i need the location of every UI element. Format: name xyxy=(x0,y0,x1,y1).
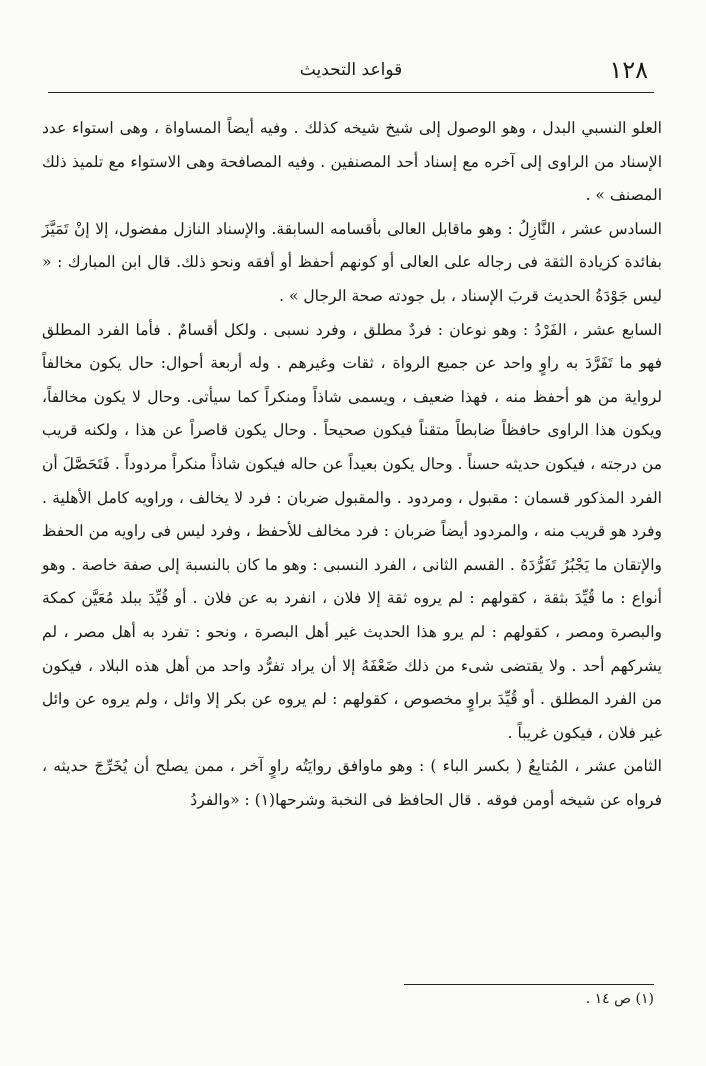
header-rule xyxy=(48,92,654,93)
footnote: (١) ص ١٤ . xyxy=(585,991,654,1007)
paragraph: السادس عشر ، النَّازِلُ : وهو ماقابل العالى بأقسامه السابقة. والإسناد النازل مفضول، إلا إنْ تَمَيَّزَ بفائدة كزيادة الثقة فى رجاله على العالى أو كونهم أحفظ أو أفقه ونحو ذلك. قال ابن المبارك : « ليس جَوْدَةُ الحديث قربَ الإسناد ، بل جودته صحة الرجال » . xyxy=(42,219,662,305)
paragraph: السابع عشر ، الفَرْدُ : وهو نوعان : فردٌ مطلق ، وفرد نسبى . ولكل أقسامٌ . فأما الفرد المطلق فهو ما تَفَرَّدَ به راوٍ واحد عن جميع الرواة ، ثقات وغيرهم . وله أربعة أحوال: حال يكون مخالفاً لرواية من هو أحفظ منه ، فهذا ضعيف ، ويسمى شاذاً ومنكراً كما سيأتى. وحال لا يكون مخالفاً، ويكون هذا الراوى حافظاً ضابطاً متقناً فيكون صحيحاً . وحال يكون قاصراً عن هذا ، ولكنه قريب من درجته ، فيكون حديثه حسناً . وحال يكون بعيداً عن حاله فيكون شاذاً منكراً مردوداً . فَتَحَصَّلَ أن الفرد المذكور قسمان : مقبول ، ومردود . والمقبول ضربان : فرد لا يخالف ، وراويه كامل الأهلية . وفرد هو قريب منه ، والمردود أيضاً ضربان : فرد مخالف للأحفظ ، وفرد ليس فى راويه من الحفظ والإتقان ما يَجْبُرُ تَفَرُّدَهُ . القسم الثانى ، الفرد النسبى : وهو ما كان بالنسبة إلى صفة خاصة . وهو أنواع : ما قُيِّدَ بثقة ، كقولهم : لم يروه ثقة إلا فلان ، انفرد به عن فلان . أو قُيِّدَ ببلد مُعَيَّن كمكة والبصرة ومصر ، كقولهم : لم يرو هذا الحديث غير أهل البصرة ، ونحو : تفرد به أهل مصر ، لم يشركهم أحد . ولا يقتضى شىء من ذلك ضَعْفَهُ إلا أن يراد تفرُّد واحد من أهل هذه البلاد ، فيكون من الفرد المطلق . أو قُيِّدَ براوٍ مخصوص ، كقولهم : لم يروه عن بكر إلا وائل ، ولم يروه عن وائل غير فلان ، فيكون غريباً . xyxy=(42,320,662,742)
running-title: قواعد التحديث xyxy=(299,60,403,80)
page-header xyxy=(48,52,654,88)
page-number: ١٢٨ xyxy=(609,56,648,84)
paragraph: الثامن عشر ، المُتابِعُ ( بكسر الباء ) : وهو ماوافق روايَتُه راوٍ آخر ، ممن يصلح أن يُخَرِّجَ حديثه ، فرواه عن شيخه أومن فوقه . قال الحافظ فى النخبة وشرحها(١) : «والفردُ xyxy=(42,757,662,809)
footnote-rule xyxy=(404,984,654,985)
paragraph: العلو النسبي البدل ، وهو الوصول إلى شيخ شيخه كذلك . وفيه أيضاً المساواة ، وهى استواء عدد الإسناد من الراوى إلى آخره مع إسناد أحد المصنفين . وفيه المصافحة وهى الاستواء مع تلميذ ذلك المصنف » . xyxy=(42,119,662,205)
body-text xyxy=(42,112,662,817)
